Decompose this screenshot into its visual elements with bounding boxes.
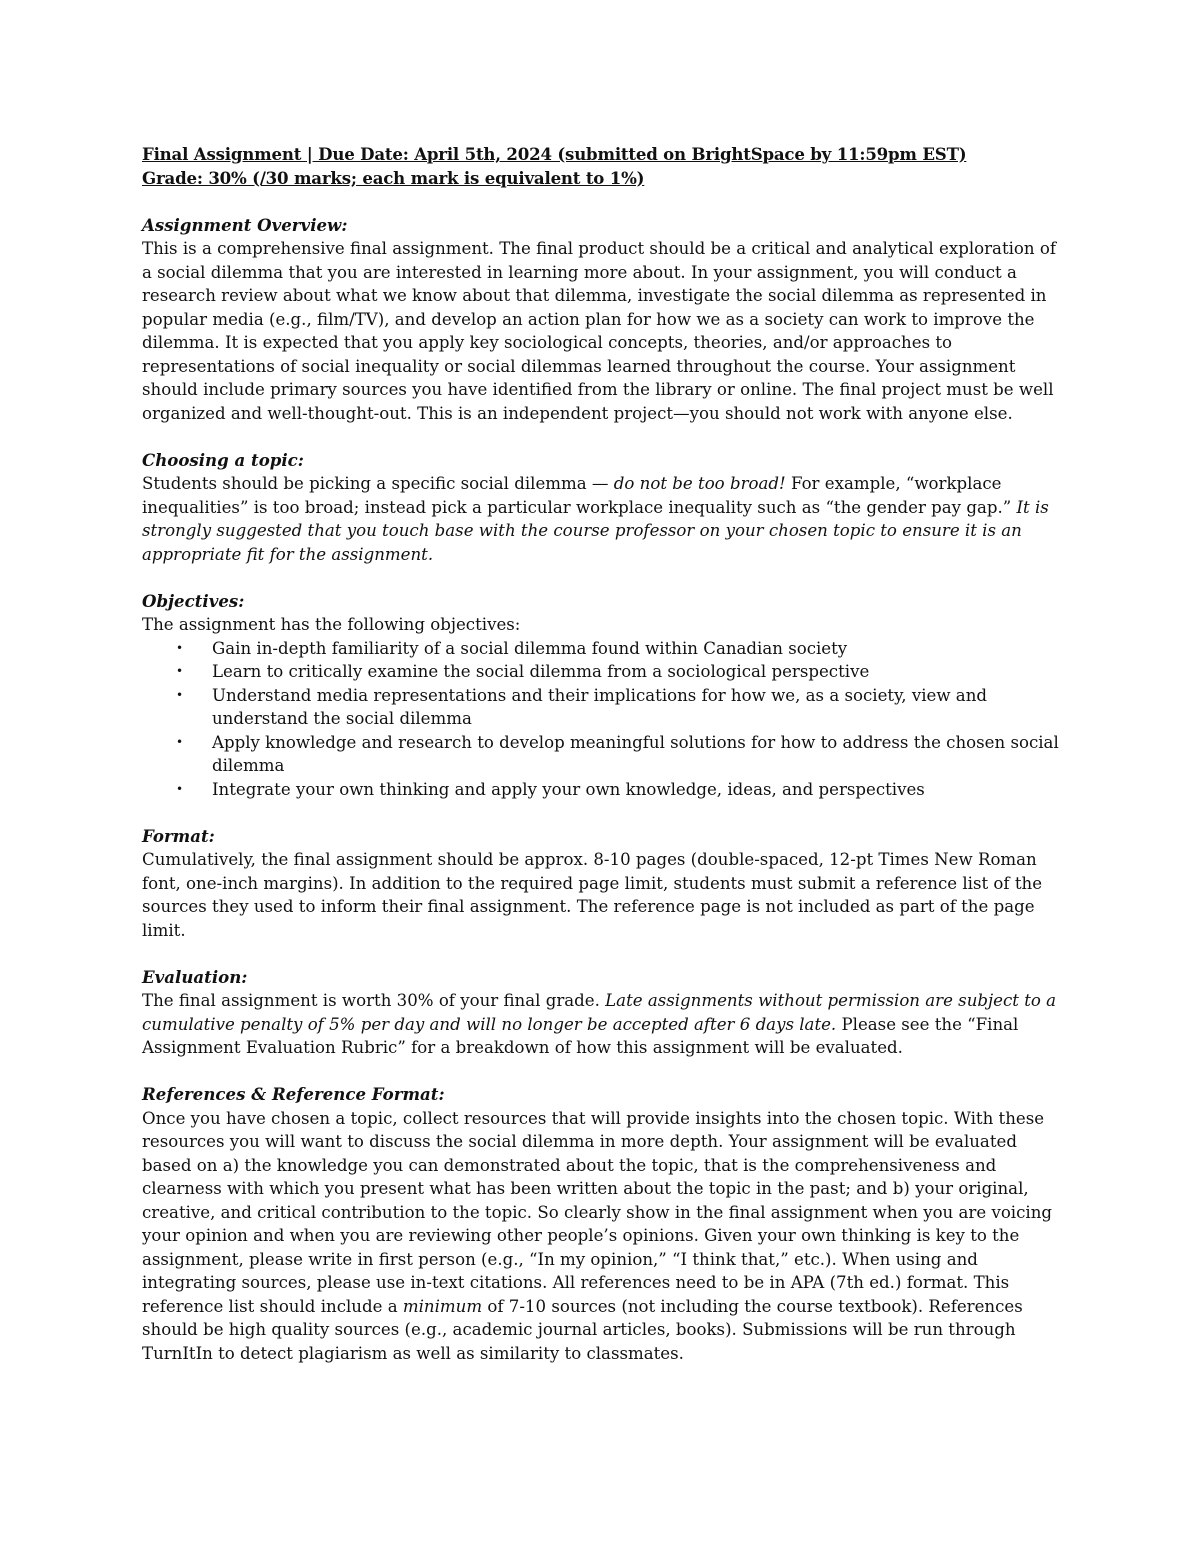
objectives-section bbox=[142, 590, 1062, 802]
objectives-list bbox=[142, 637, 1062, 802]
format-section bbox=[142, 825, 1062, 943]
assignment-title: Final Assignment | Due Date: April 5th, 2024 (submitted on BrightSpace by 11:59pm EST) bbox=[142, 144, 967, 164]
bullet-icon: • bbox=[176, 640, 184, 655]
topic-heading: Choosing a topic: bbox=[142, 449, 304, 470]
evaluation-section bbox=[142, 966, 1062, 1060]
objective-text: Understand media representations and their implications for how we, as a society, view and understand the social dilemma bbox=[212, 685, 988, 728]
bullet-icon: • bbox=[176, 664, 184, 678]
references-body bbox=[142, 1107, 1062, 1366]
topic-emphasis-2: It is strongly suggested that you touch base with the course professor on your chosen topic to ensure it is an appropriate fit for the assignment. bbox=[142, 497, 1049, 564]
objective-text: Gain in-depth familiarity of a social dilemma found within Canadian society bbox=[212, 638, 848, 658]
references-heading: References & Reference Format: bbox=[142, 1084, 445, 1104]
list-item bbox=[176, 660, 1062, 684]
format-heading: Format: bbox=[142, 825, 215, 846]
bullet-icon: • bbox=[176, 734, 184, 749]
evaluation-heading: Evaluation: bbox=[142, 966, 248, 987]
list-item bbox=[176, 684, 1062, 731]
overview-body: This is a comprehensive final assignment. The final product should be a critical and analytical exploration of a social dilemma that you are interested in learning more about. In your assignment, you will conduct a research review about what we know about that dilemma, investigate the social dilemma as represented in popular media (e.g., film/TV), and develop an action plan for how we as a society can work to improve the dilemma. It is expected that you apply key sociological concepts, theories, and/or approaches to representations of social inequality or social dilemmas learned throughout the course. Your assignment should include primary sources you have identified from the library or online. The final project must be well organized and well-thought-out. This is an independent project—you should not work with anyone else. bbox=[142, 239, 1057, 423]
references-text-1: Once you have chosen a topic, collect resources that will provide insights into the chosen topic. With these resources you will want to discuss the social dilemma in more depth. Your assignment will be evaluated based on a) the knowledge you can demonstrated about the topic, that is the comprehensiveness and clearness with which you present what has been written about the topic in the past; and b) your original, creative, and critical contribution to the topic. So clearly show in the final assignment when you are voicing your opinion and when you are reviewing other people’s opinions. Given your own thinking is key to the assignment, please write in first person (e.g., “In my opinion,” “I think that,” etc.). When using and integrating sources, please use in-text citations. All references need to be in APA (7th ed.) format. This reference list should include a bbox=[142, 1108, 1053, 1316]
document-page bbox=[142, 143, 1062, 1365]
objective-text: Integrate your own thinking and apply your own knowledge, ideas, and perspectives bbox=[212, 779, 925, 799]
references-text-2: of 7-10 sources (not including the course textbook). References should be high quality sources (e.g., academic journal articles, books). Submissions will be run through TurnItIn to detect plagiarism as well as similarity to classmates. bbox=[142, 1296, 1023, 1363]
topic-emphasis-1: do not be too broad! bbox=[613, 474, 786, 493]
topic-text-1: Students should be picking a specific social dilemma — bbox=[142, 474, 614, 493]
list-item bbox=[176, 778, 1062, 802]
evaluation-body bbox=[142, 989, 1062, 1060]
format-body: Cumulatively, the final assignment should be approx. 8-10 pages (double-spaced, 12-pt Times New Roman font, one-inch margins). In addition to the required page limit, students must submit a reference list of the sources they used to inform their final assignment. The reference page is not included as part of the page limit. bbox=[142, 850, 1043, 940]
evaluation-emphasis: Late assignments without permission are subject to a cumulative penalty of 5% per day and will no longer be accepted after 6 days late. bbox=[142, 991, 1057, 1034]
evaluation-text-1: The final assignment is worth 30% of your final grade. bbox=[142, 991, 606, 1010]
topic-text-2: For example, “workplace inequalities” is too broad; instead pick a particular workplace inequality such as “the gender pay gap.” bbox=[142, 474, 1017, 517]
references-emphasis: minimum bbox=[402, 1296, 483, 1316]
overview-section bbox=[142, 214, 1062, 426]
list-item bbox=[176, 637, 1062, 661]
bullet-icon: • bbox=[176, 781, 184, 796]
references-section bbox=[142, 1083, 1062, 1365]
bullet-icon: • bbox=[176, 687, 184, 702]
objectives-heading: Objectives: bbox=[142, 590, 245, 611]
objective-text: Learn to critically examine the social dilemma from a sociological perspective bbox=[212, 662, 870, 681]
evaluation-text-2: Please see the “Final Assignment Evaluation Rubric” for a breakdown of how this assignment will be evaluated. bbox=[142, 1014, 1019, 1057]
objectives-intro: The assignment has the following objectives: bbox=[142, 615, 521, 634]
overview-heading: Assignment Overview: bbox=[142, 214, 348, 235]
grade-line: Grade: 30% (/30 marks; each mark is equivalent to 1%) bbox=[142, 167, 645, 188]
objective-text: Apply knowledge and research to develop meaningful solutions for how to address the chosen social dilemma bbox=[212, 732, 1059, 775]
list-item bbox=[176, 731, 1062, 778]
topic-section bbox=[142, 449, 1062, 567]
topic-body bbox=[142, 472, 1062, 566]
